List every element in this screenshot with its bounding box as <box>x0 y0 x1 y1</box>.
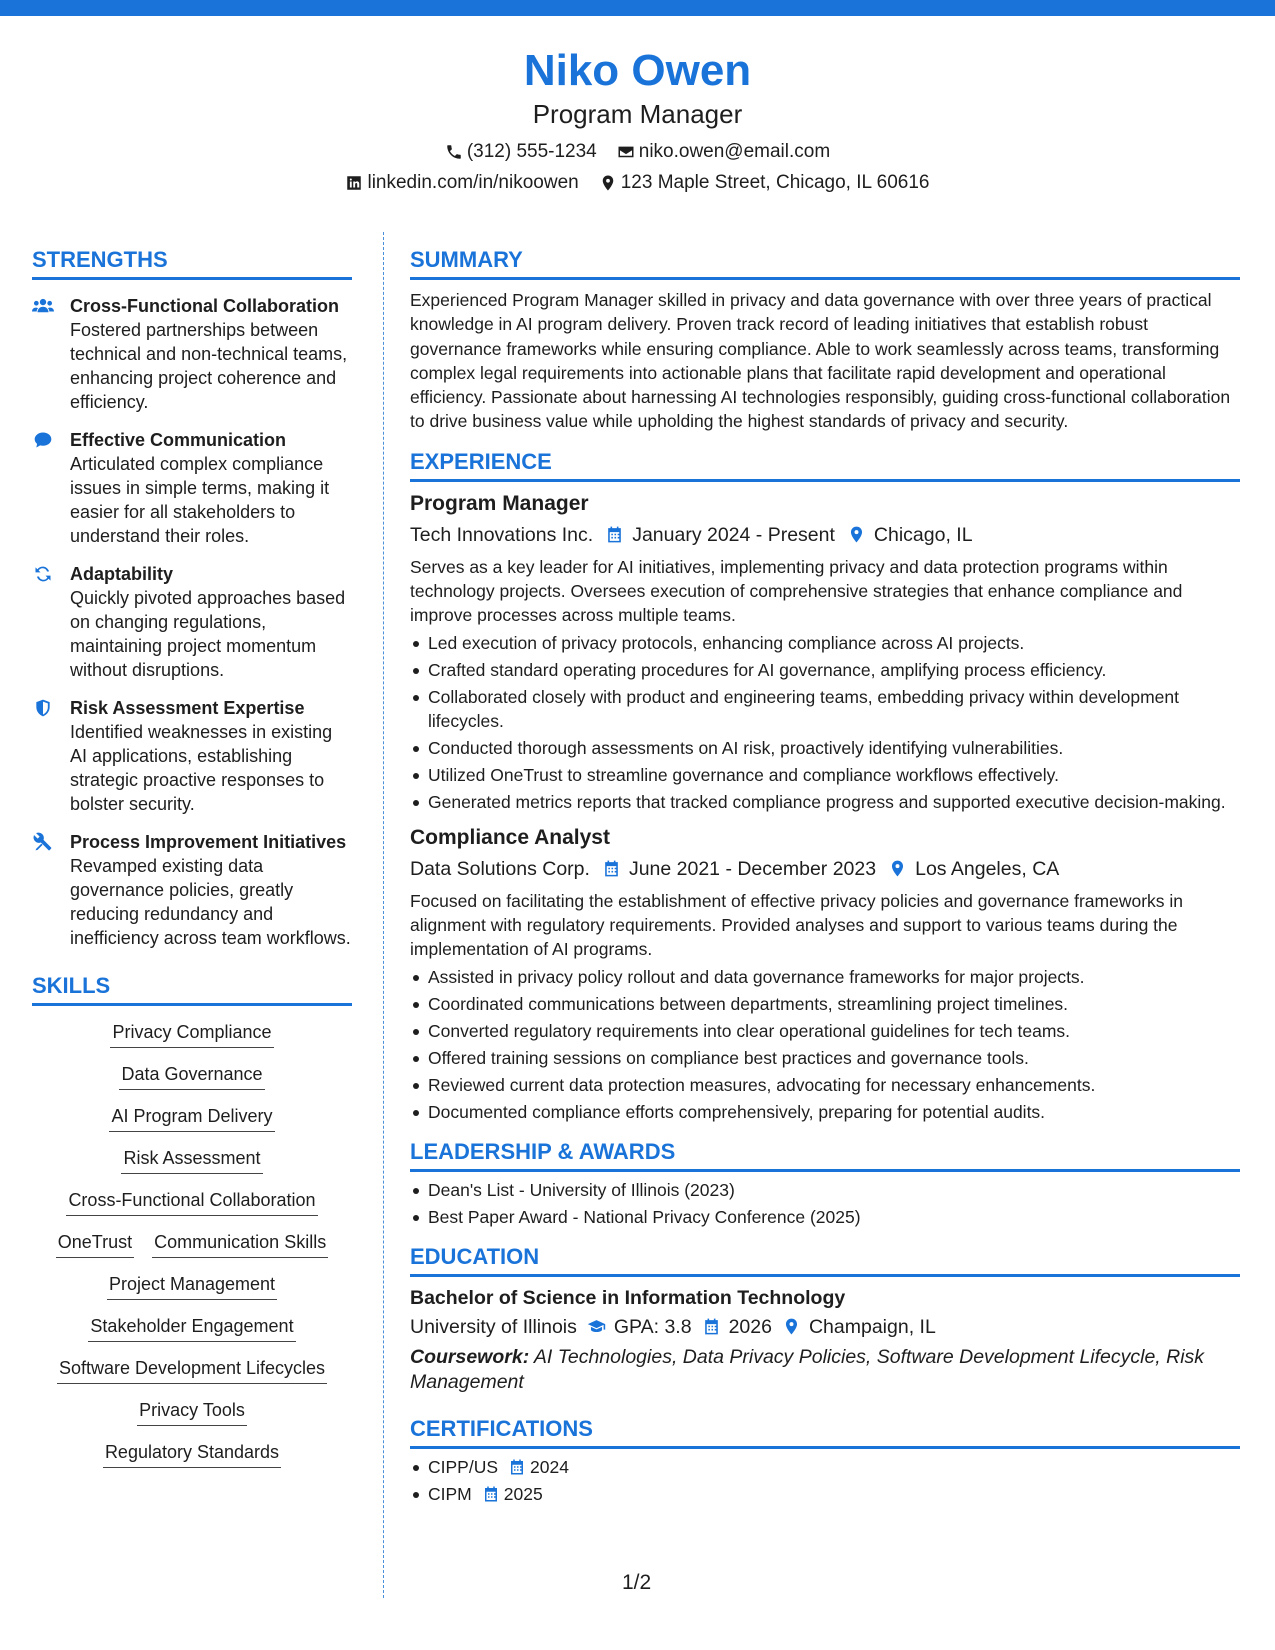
degree-title: Bachelor of Science in Information Technology <box>410 1286 846 1309</box>
job-dates-text: January 2024 - Present <box>632 523 835 546</box>
skill-row <box>32 1103 352 1132</box>
linkedin-contact[interactable] <box>345 171 578 195</box>
skill-tag: AI Program Delivery <box>109 1103 274 1132</box>
candidate-title: Program Manager <box>532 99 743 129</box>
list-item: Generated metrics reports that tracked compliance progress and supported executive decision-making. <box>410 790 1240 814</box>
shield-icon <box>32 698 56 718</box>
school-location <box>782 1313 936 1341</box>
strength-desc: Fostered partnerships between technical and non-technical teams, enhancing project coherence and efficiency. <box>70 320 348 412</box>
strength-desc: Quickly pivoted approaches based on changing regulations, maintaining project momentum without disruptions. <box>70 588 346 680</box>
summary-heading: SUMMARY <box>410 246 1240 280</box>
email-contact[interactable] <box>617 140 830 164</box>
job-title: Compliance Analyst <box>410 825 610 849</box>
job-description: Focused on facilitating the establishment of effective privacy policies and governance frameworks in alignment with regulatory requirements. Provided analyses and support to various teams during the implementation of AI programs. <box>410 890 1183 960</box>
strength-item <box>32 428 352 548</box>
refresh-icon <box>32 564 56 584</box>
list-item <box>410 1482 1240 1506</box>
job-bullets <box>410 965 1240 1124</box>
skill-row <box>32 1271 352 1300</box>
job-entry <box>410 824 1240 1124</box>
skill-tag: Communication Skills <box>152 1229 328 1258</box>
coursework <box>410 1345 1240 1395</box>
tools-icon <box>32 832 56 852</box>
graduation-cap-icon <box>587 1317 606 1336</box>
list-item: Best Paper Award - National Privacy Conference (2025) <box>410 1205 1240 1229</box>
coursework-text: AI Technologies, Data Privacy Policies, Software Development Lifecycle, Risk Management <box>410 1345 1205 1393</box>
phone-contact <box>445 140 597 164</box>
skill-tag: Stakeholder Engagement <box>88 1313 295 1342</box>
map-pin-icon <box>888 859 907 878</box>
strength-title: Process Improvement Initiatives <box>70 832 347 852</box>
skill-tag: Data Governance <box>119 1061 264 1090</box>
right-column <box>410 246 1240 1506</box>
job-meta <box>410 521 1240 549</box>
cert-entry <box>428 1482 543 1506</box>
strength-desc: Identified weaknesses in existing AI applications, establishing strategic proactive responses to bolster security. <box>70 722 333 814</box>
email-text: niko.owen@email.com <box>638 141 831 162</box>
contact-row-1 <box>0 140 1275 164</box>
column-divider <box>383 232 384 1598</box>
users-icon <box>32 296 56 316</box>
top-accent-bar <box>0 0 1275 16</box>
skill-tag: Software Development Lifecycles <box>57 1355 327 1384</box>
list-item: Reviewed current data protection measures, advocating for necessary enhancements. <box>410 1073 1240 1097</box>
cert-year: 2025 <box>503 1483 543 1504</box>
strength-desc: Articulated complex compliance issues in simple terms, making it easier for all stakeholders to understand their roles. <box>70 454 330 546</box>
address-contact <box>599 171 930 195</box>
list-item: Conducted thorough assessments on AI risk, proactively identifying vulnerabilities. <box>410 736 1240 760</box>
skill-row <box>32 1397 352 1426</box>
strength-title: Adaptability <box>70 564 174 584</box>
skill-tag: Privacy Compliance <box>110 1019 273 1048</box>
strength-desc: Revamped existing data governance policies, greatly reducing redundancy and inefficiency across team workflows. <box>70 856 351 948</box>
job-entry <box>410 490 1240 814</box>
skill-tag: Regulatory Standards <box>103 1439 281 1468</box>
list-item: Dean's List - University of Illinois (2023) <box>410 1178 1240 1202</box>
calendar-icon <box>482 1485 500 1503</box>
leadership-heading: LEADERSHIP & AWARDS <box>410 1138 1240 1172</box>
skill-row <box>32 1187 352 1216</box>
cert-name: CIPP/US <box>428 1456 499 1477</box>
certifications-list <box>410 1455 1240 1506</box>
list-item <box>410 1455 1240 1479</box>
skill-tag: Risk Assessment <box>121 1145 262 1174</box>
skill-tag: Project Management <box>107 1271 277 1300</box>
list-item: Crafted standard operating procedures for AI governance, amplifying process efficiency. <box>410 658 1240 682</box>
page-number: 1/2 <box>622 1571 652 1594</box>
resume-header <box>0 44 1275 195</box>
list-item: Utilized OneTrust to streamline governance and compliance workflows effectively. <box>410 763 1240 787</box>
calendar-icon <box>508 1458 526 1476</box>
skill-row <box>32 1019 352 1048</box>
strength-item <box>32 830 352 950</box>
linkedin-icon <box>345 174 363 192</box>
envelope-icon <box>617 143 635 161</box>
job-company: Data Solutions Corp. <box>410 857 590 880</box>
skill-tag: Cross-Functional Collaboration <box>66 1187 317 1216</box>
strength-item <box>32 696 352 816</box>
list-item: Collaborated closely with product and engineering teams, embedding privacy within development lifecycles. <box>410 685 1240 733</box>
job-dates <box>602 855 876 883</box>
gpa-text: GPA: 3.8 <box>613 1315 692 1338</box>
grad-year <box>702 1313 772 1341</box>
leadership-list <box>410 1178 1240 1229</box>
skill-tag: Privacy Tools <box>137 1397 247 1426</box>
skill-row <box>32 1229 352 1258</box>
map-pin-icon <box>782 1317 801 1336</box>
calendar-icon <box>602 859 621 878</box>
job-title: Program Manager <box>410 491 589 515</box>
coursework-label: Coursework: <box>410 1345 530 1368</box>
job-location <box>888 855 1059 883</box>
strength-item <box>32 294 352 414</box>
job-dates-text: June 2021 - December 2023 <box>628 857 877 880</box>
list-item: Converted regulatory requirements into clear operational guidelines for tech teams. <box>410 1019 1240 1043</box>
calendar-icon <box>605 525 624 544</box>
education-meta <box>410 1313 1240 1341</box>
strength-title: Risk Assessment Expertise <box>70 698 305 718</box>
skills-list <box>32 1019 352 1468</box>
school-location-text: Champaign, IL <box>808 1315 936 1338</box>
linkedin-text: linkedin.com/in/nikoowen <box>367 172 579 193</box>
job-location <box>847 521 973 549</box>
experience-heading: EXPERIENCE <box>410 448 1240 482</box>
cert-year: 2024 <box>530 1456 569 1477</box>
certifications-heading: CERTIFICATIONS <box>410 1415 1240 1449</box>
map-pin-icon <box>599 174 617 192</box>
list-item: Documented compliance efforts comprehensively, preparing for potential audits. <box>410 1100 1240 1124</box>
cert-name: CIPM <box>428 1483 472 1504</box>
summary-text: Experienced Program Manager skilled in privacy and data governance with over three years of practical knowledge in AI program delivery. Proven track record of leading initiatives that establish robust governance frameworks while ensuring compliance. Able to work seamlessly across teams, transforming complex legal requirements into actionable plans that facilitate rapid development and operational efficiency. Passionate about harnessing AI technologies responsibly, guiding cross-functional collaboration to drive business value while upholding the highest standards of privacy and security. <box>410 290 1231 432</box>
map-pin-icon <box>847 525 866 544</box>
education-heading: EDUCATION <box>410 1243 1240 1277</box>
chat-bubble-icon <box>32 430 56 450</box>
job-dates <box>605 521 835 549</box>
skill-row <box>32 1313 352 1342</box>
job-location-text: Los Angeles, CA <box>915 857 1060 880</box>
school-name: University of Illinois <box>410 1315 577 1338</box>
phone-icon <box>445 143 463 161</box>
strengths-heading: STRENGTHS <box>32 246 352 280</box>
list-item: Led execution of privacy protocols, enhancing compliance across AI projects. <box>410 631 1240 655</box>
cert-entry <box>428 1455 569 1479</box>
strength-title: Cross-Functional Collaboration <box>70 296 340 316</box>
skill-row <box>32 1355 352 1384</box>
skill-tag: OneTrust <box>56 1229 134 1258</box>
job-description: Serves as a key leader for AI initiatives, implementing privacy and data protection programs within technology projects. Oversees execution of comprehensive strategies that enhance compliance and improve processes across multiple teams. <box>410 556 1183 626</box>
contact-row-2 <box>0 171 1275 195</box>
calendar-icon <box>702 1317 721 1336</box>
gpa <box>587 1313 692 1341</box>
job-location-text: Chicago, IL <box>873 523 973 546</box>
address-text: 123 Maple Street, Chicago, IL 60616 <box>620 172 930 193</box>
skill-row <box>32 1439 352 1468</box>
candidate-name: Niko Owen <box>523 46 752 95</box>
skill-row <box>32 1061 352 1090</box>
skills-heading: SKILLS <box>32 972 352 1006</box>
strength-title: Effective Communication <box>70 430 287 450</box>
left-column <box>32 246 352 1468</box>
job-bullets <box>410 631 1240 814</box>
job-meta <box>410 855 1240 883</box>
phone-text: (312) 555-1234 <box>466 141 597 162</box>
list-item: Assisted in privacy policy rollout and data governance frameworks for major projects. <box>410 965 1240 989</box>
strength-item <box>32 562 352 682</box>
list-item: Offered training sessions on compliance best practices and governance tools. <box>410 1046 1240 1070</box>
job-company: Tech Innovations Inc. <box>410 523 594 546</box>
skill-row <box>32 1145 352 1174</box>
grad-year-text: 2026 <box>728 1315 772 1338</box>
list-item: Coordinated communications between departments, streamlining project timelines. <box>410 992 1240 1016</box>
